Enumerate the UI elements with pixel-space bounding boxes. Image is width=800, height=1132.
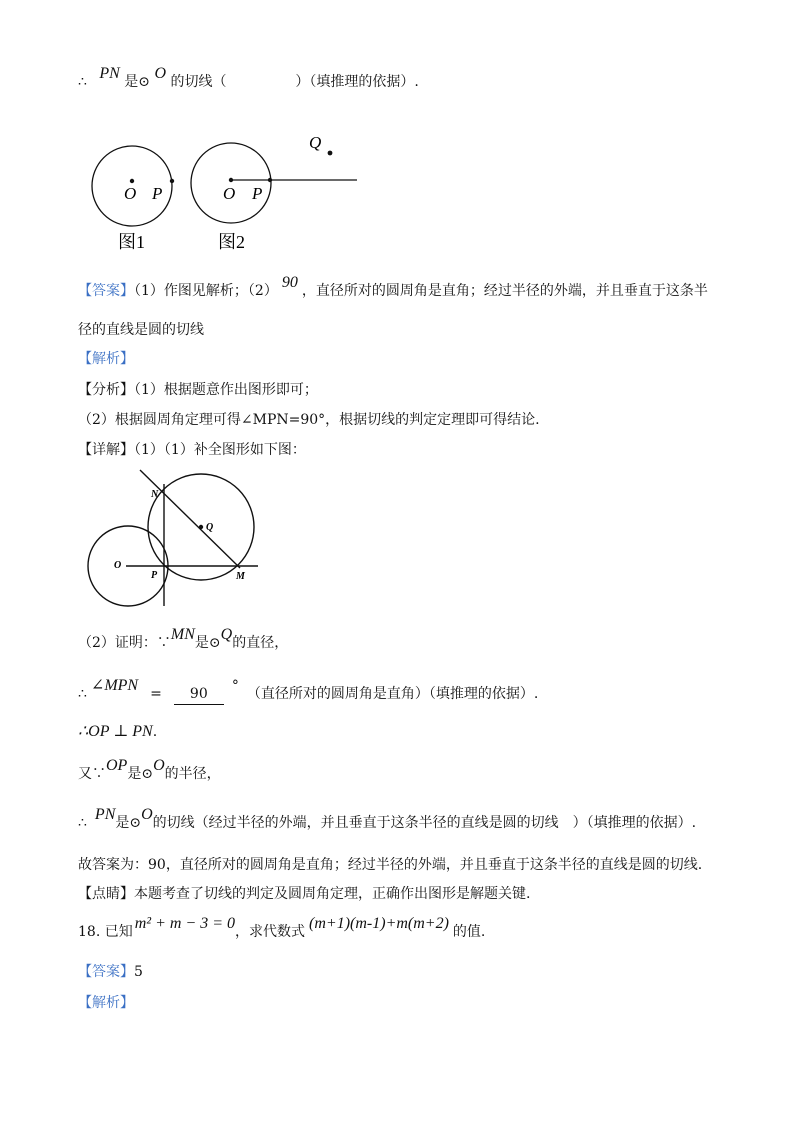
- proof-line-5: [78, 806, 697, 833]
- is-circle-text: 是⊙: [124, 74, 151, 90]
- proof-l2-value: 90: [174, 684, 224, 705]
- label-n: N: [151, 489, 159, 500]
- question-18-line: [78, 915, 486, 942]
- label-p: P: [151, 570, 158, 581]
- proof-l4-suffix: 的半径，: [164, 766, 221, 782]
- proof-l2-reason: （直径所对的圆周角是直角）（填推理的依据）.: [246, 686, 539, 702]
- proof-l5-o: O: [141, 806, 153, 823]
- analysis18-tag: 【解析】: [78, 995, 134, 1011]
- conclusion-line: 故答案为：90，直径所对的圆周角是直角；经过半径的外端，并且垂直于这条半径的直线是圆的切线.: [78, 857, 703, 873]
- proof-l5-is: 是⊙: [115, 815, 142, 831]
- answer-line-2: 径的直线是圆的切线: [78, 322, 204, 338]
- q18-end: 的值.: [452, 924, 486, 940]
- proof-line-4: [78, 757, 221, 784]
- q18-mid: ，求代数式: [235, 924, 306, 940]
- reason-note: ）（填推理的依据）.: [295, 74, 419, 90]
- q18-expression: (m+1)(m-1)+m(m+2): [309, 915, 449, 932]
- center-o: O: [154, 65, 167, 82]
- label-o-fig1: O: [124, 184, 137, 203]
- answer-value: 90: [281, 274, 298, 291]
- proof-l5-therefore: ∴: [78, 815, 87, 831]
- proof-l3-end: .: [152, 724, 158, 740]
- proof-line-2: [78, 677, 539, 705]
- proof-line-1: [78, 626, 289, 653]
- label-q: Q: [206, 522, 214, 533]
- caption-fig1: 图1: [118, 232, 145, 252]
- proof-l2-deg: °: [231, 678, 239, 694]
- proof-l5-reason: 的切线（经过半径的外端，并且垂直于这条半径的直线是圆的切线: [152, 815, 559, 831]
- fenxi-line-2: （2）根据圆周角定理可得∠MPN=90°，根据切线的判定定理即可得结论.: [78, 412, 540, 428]
- label-p-fig2: P: [252, 184, 263, 203]
- detail-text-1: （1）（1）补全图形如下图：: [134, 442, 306, 458]
- point-q-fig3: [199, 525, 203, 529]
- proof-l1-is: 是⊙: [194, 635, 221, 651]
- label-o: O: [114, 560, 122, 571]
- dianjing-line: [78, 884, 530, 904]
- segment-pn: PN: [99, 65, 120, 82]
- q18-number: 18. 已知: [78, 924, 133, 940]
- answer-tag: 【答案】: [78, 283, 134, 299]
- answer18-line: [78, 962, 143, 982]
- proof-l1-suffix: 的直径，: [232, 635, 289, 651]
- tangent-blank-open: 的切线（: [170, 74, 227, 90]
- proof-l4-is: 是⊙: [127, 766, 154, 782]
- answer-part1: （1）作图见解析；（2）: [134, 283, 278, 299]
- answer-part2: ，直径所对的圆周角是直角；经过半径的外端，并且垂直于这条半: [301, 283, 708, 299]
- proof-l4-o: O: [153, 757, 165, 774]
- proof-l2-therefore: ∴: [78, 686, 87, 702]
- proof-l2-angle: ∠MPN: [90, 677, 139, 694]
- caption-fig2: 图2: [218, 232, 245, 252]
- analysis-tag: 【解析】: [78, 351, 134, 367]
- proof-l4-prefix: 又∵: [78, 766, 106, 782]
- dianjing-tag: 【点睛】: [78, 886, 134, 902]
- proof-l5-pn: PN: [94, 806, 116, 823]
- q18-equation: m² + m − 3 = 0: [134, 915, 236, 932]
- proof-l2-eq: =: [150, 686, 162, 702]
- label-o-fig2: O: [223, 184, 236, 203]
- answer18-tag: 【答案】: [78, 964, 134, 980]
- fenxi-tag: 【分析】: [78, 382, 134, 398]
- fenxi-text-1: （1）根据题意作出图形即可；: [134, 382, 318, 398]
- proof-l3-statement: ∴OP ⊥ PN: [78, 723, 153, 740]
- proof-l1-mn: MN: [170, 626, 195, 643]
- detail-tag: 【详解】: [78, 442, 134, 458]
- therefore-symbol: ∴: [78, 74, 87, 90]
- dianjing-text: 本题考查了切线的判定及圆周角定理，正确作出图形是解题关键.: [134, 886, 531, 902]
- label-m: M: [236, 571, 245, 582]
- label-p-fig1: P: [152, 184, 163, 203]
- answer18-value: 5: [134, 964, 143, 980]
- proof-l4-op: OP: [106, 757, 128, 774]
- proof-l1-q: Q: [220, 626, 233, 643]
- proof-l5-end: ）（填推理的依据）.: [572, 815, 697, 831]
- proof-line-3: [78, 722, 157, 742]
- proof-l1-prefix: （2）证明：∵: [78, 635, 171, 651]
- label-q-fig2: Q: [309, 133, 322, 152]
